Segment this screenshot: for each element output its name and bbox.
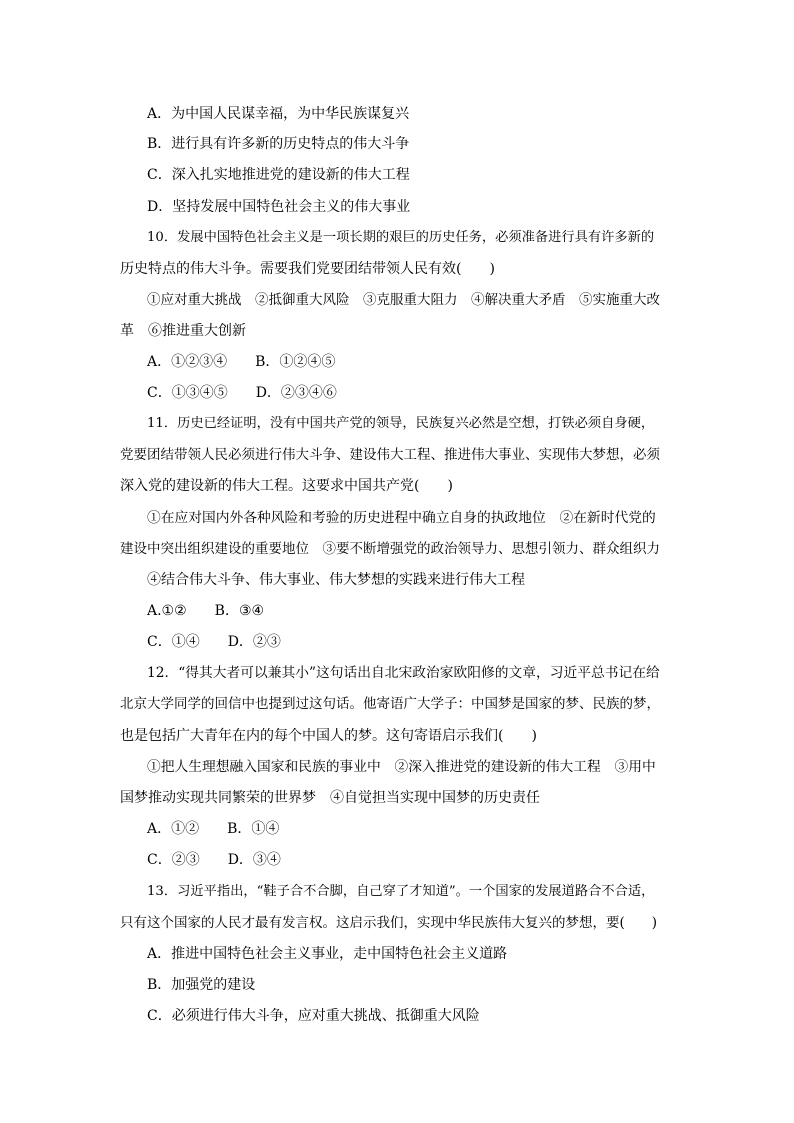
q12-items-line-1: ①把人生理想融入国家和民族的事业中 ②深入推进党的建设新的伟大工程 ③用中 — [147, 759, 656, 775]
q12-stem-line-2: 北京大学同学的回信中也提到过这句话。他寄语广大学子：中国梦是国家的梦、民族的梦， — [120, 696, 660, 712]
q11-stem-line-2: 党要团结带领人民必须进行伟大斗争、建设伟大工程、推进伟大事业、实现伟大梦想，必须 — [120, 447, 660, 463]
q11-options-line-1: A.①② B．③④ — [147, 603, 265, 619]
q13-option-a: A．推进中国特色社会主义事业，走中国特色社会主义道路 — [147, 946, 508, 962]
q12-stem-line-3: 也是包括广大青年在内的每个中国人的梦。这句寄语启示我们( ) — [120, 728, 537, 744]
q12-items-line-2: 国梦推动实现共同繁荣的世界梦 ④自觉担当实现中国梦的历史责任 — [120, 790, 540, 806]
q13-stem-line-1: 13．习近平指出，“鞋子合不合脚，自己穿了才知道”。一个国家的发展道路合不合适， — [147, 884, 655, 899]
q10-options-line-1: A．①②③④ B．①②④⑤ — [147, 354, 336, 370]
q13-option-b: B．加强党的建设 — [147, 977, 256, 993]
q11-stem-line-3: 深入党的建设新的伟大工程。这要求中国共产党( ) — [120, 478, 453, 494]
q9-option-a: A．为中国人民谋幸福，为中华民族谋复兴 — [147, 106, 410, 122]
q10-items-line-2: 革 ⑥推进重大创新 — [120, 323, 246, 339]
q11-items-line-3: ④结合伟大斗争、伟大事业、伟大梦想的实践来进行伟大工程 — [147, 572, 525, 588]
q10-options-line-2: C．①③④⑤ D．②③④⑥ — [147, 385, 337, 401]
q12-options-line-1: A．①② B．①④ — [147, 821, 280, 837]
q11-items-line-2: 建设中突出组织建设的重要地位 ③要不断增强党的政治领导力、思想引领力、群众组织力 — [120, 541, 660, 557]
q13-stem-line-2: 只有这个国家的人民才最有发言权。这启示我们，实现中华民族伟大复兴的梦想，要( ) — [120, 915, 658, 931]
q9-option-c: C．深入扎实地推进党的建设新的伟大工程 — [147, 167, 410, 183]
q12-stem-line-1: 12．“得其大者可以兼其小”这句话出自北宋政治家欧阳修的文章，习近平总书记在给 — [147, 665, 660, 681]
q9-option-b: B．进行具有许多新的历史特点的伟大斗争 — [147, 136, 410, 152]
q11-options-line-2: C．①④ D．②③ — [147, 634, 281, 650]
q9-option-d: D．坚持发展中国特色社会主义的伟大事业 — [147, 199, 411, 215]
q13-option-c: C．必须进行伟大斗争，应对重大挑战、抵御重大风险 — [147, 1008, 480, 1024]
q12-options-line-2: C．②③ D．③④ — [147, 852, 281, 868]
q10-stem-line-2: 历史特点的伟大斗争。需要我们党要团结带领人民有效( ) — [120, 261, 495, 277]
q11-items-line-1: ①在应对国内外各种风险和考验的历史进程中确立自身的执政地位 ②在新时代党的 — [147, 510, 656, 526]
q11-stem-line-1: 11．历史已经证明，没有中国共产党的领导，民族复兴必然是空想，打铁必须自身硬， — [147, 416, 655, 431]
q10-stem-line-1: 10．发展中国特色社会主义是一项长期的艰巨的历史任务，必须准备进行具有许多新的 — [147, 230, 655, 245]
q10-items-line-1: ①应对重大挑战 ②抵御重大风险 ③克服重大阻力 ④解决重大矛盾 ⑤实施重大改 — [147, 292, 660, 308]
